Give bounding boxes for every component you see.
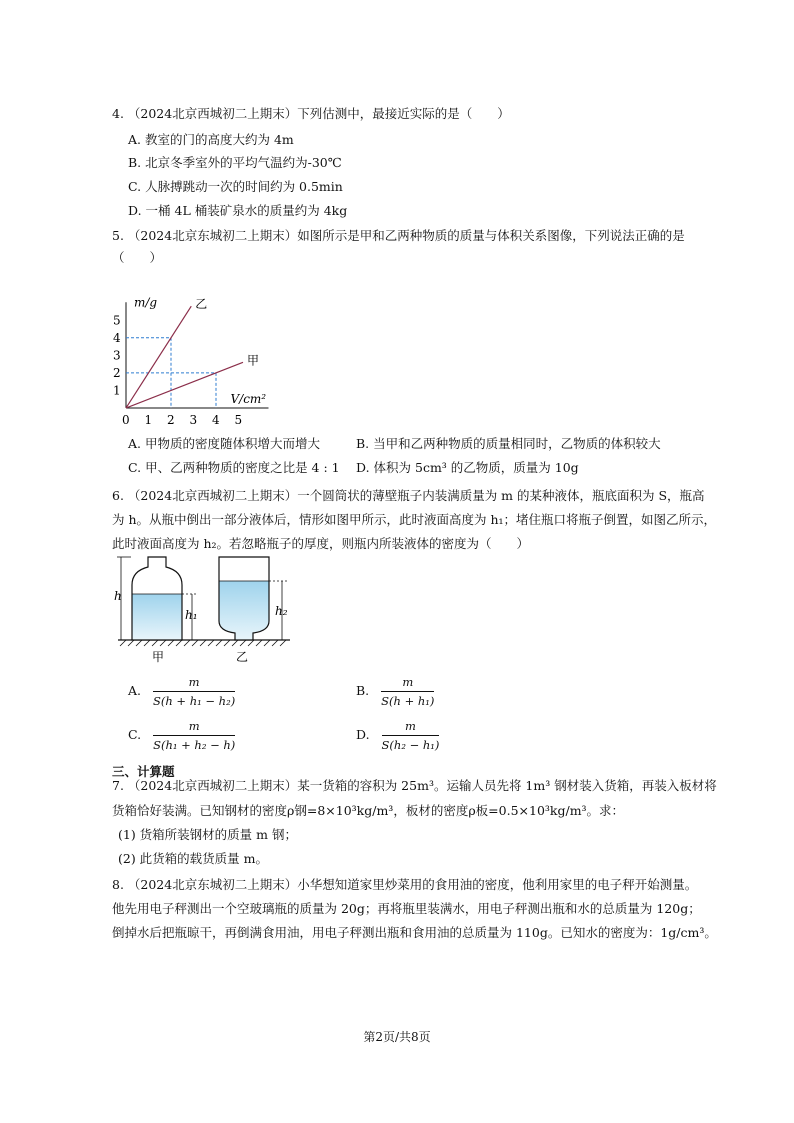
q6-bottle-figure (112, 555, 312, 667)
q7-sub-question-1: (1) 货箱所装钢材的质量 m 钢； (118, 827, 297, 842)
x-tick-label: 1 (144, 413, 153, 427)
series-line-jia (126, 362, 243, 408)
q6-option-d-denominator: S(h₂ − h₁) (381, 738, 440, 752)
q6-option-d (356, 719, 439, 752)
q6-option-b-fraction (381, 675, 434, 708)
q6-option-d-fraction (382, 719, 440, 752)
q6-option-a (128, 675, 235, 708)
y-tick-label: 4 (113, 330, 121, 345)
x-tick-label: 5 (234, 413, 243, 427)
y-tick-label: 3 (113, 348, 121, 363)
series-line-yi (126, 306, 191, 408)
q4-option-c: C. 人脉搏跳动一次的时间约为 0.5min (128, 179, 343, 194)
label-h1: h₁ (185, 608, 198, 622)
q5-option-a: A. 甲物质的密度随体积增大而增大 (128, 436, 320, 451)
q6-option-b-numerator: m (381, 675, 434, 692)
q6-option-a-numerator: m (153, 675, 235, 692)
q6-stem-line3: 此时液面高度为 h₂。若忽略瓶子的厚度，则瓶内所装液体的密度为（ ） (112, 536, 530, 551)
q6-stem-line1: 6. （2024北京西城初二上期末）一个圆筒状的薄壁瓶子内装满质量为 m 的某种液体，瓶底面积为 S，瓶高 (112, 488, 705, 503)
q5-option-d: D. 体积为 5cm³ 的乙物质，质量为 10g (356, 460, 579, 475)
q6-option-c-numerator: m (153, 719, 235, 736)
label-h: h (114, 589, 122, 603)
bottle-jia-liquid (132, 594, 182, 640)
series-label: 甲 (247, 353, 260, 368)
q6-option-c-denominator: S(h₁ + h₂ − h) (153, 738, 236, 752)
q6-option-b (356, 675, 434, 708)
x-axis-label: V/cm² (230, 392, 267, 406)
y-tick-label: 1 (113, 383, 121, 398)
label-h2: h₂ (275, 604, 288, 618)
q6-stem-line2: 为 h。从瓶中倒出一部分液体后，情形如图甲所示，此时液面高度为 h₁；堵住瓶口将瓶子倒置，如图乙所示， (112, 512, 717, 527)
ground-hatch (120, 640, 286, 646)
x-tick-label: 4 (212, 413, 220, 427)
q5-option-c: C. 甲、乙两种物质的密度之比是 4 : 1 (128, 460, 340, 475)
q6-option-c-letter: C. (128, 727, 142, 742)
q6-option-d-numerator: m (382, 719, 440, 736)
label-jia: 甲 (152, 650, 165, 664)
q6-option-c-fraction (153, 719, 235, 752)
section-heading-calculation: 三、计算题 (112, 764, 175, 779)
q7-stem-line2: 货箱恰好装满。已知钢材的密度ρ钢=8×10³kg/m³，板材的密度ρ板=0.5×10³kg/m³。求： (112, 803, 625, 818)
q5-stem-bracket: （ ） (112, 250, 163, 265)
q4-option-b: B. 北京冬季室外的平均气温约为-30℃ (128, 155, 342, 170)
label-yi: 乙 (236, 650, 249, 664)
series-label: 乙 (195, 297, 208, 312)
q4-option-a: A. 教室的门的高度大约为 4m (128, 132, 294, 147)
q8-stem-line2: 他先用电子秤测出一个空玻璃瓶的质量为 20g；再将瓶里装满水，用电子秤测出瓶和水的总质量为 120g； (112, 901, 701, 916)
q8-stem-line1: 8. （2024北京东城初二上期末）小华想知道家里炒菜用的食用油的密度，他利用家里的电子秤开始测量。 (112, 877, 698, 892)
q6-option-b-denominator: S(h + h₁) (381, 694, 435, 708)
q6-option-d-letter: D. (356, 727, 370, 742)
q8-stem-line3: 倒掉水后把瓶晾干，再倒满食用油，用电子秤测出瓶和食用油的总质量为 110g。已知水的密度为：1g/cm³。 (112, 925, 717, 940)
q6-option-a-denominator: S(h + h₁ − h₂) (153, 694, 236, 708)
x-tick-label: 3 (189, 413, 198, 427)
q6-option-a-fraction (153, 675, 235, 708)
y-tick-label: 5 (113, 313, 121, 328)
y-axis-label: m/g (134, 295, 158, 310)
q6-option-a-letter: A. (128, 683, 142, 698)
q7-sub-question-2: (2) 此货箱的载货质量 m。 (118, 851, 269, 866)
x-tick-label: 2 (167, 413, 175, 427)
page-number: 第2页/共8页 (363, 1030, 431, 1044)
q4-stem: 4. （2024北京西城初二上期末）下列估测中，最接近实际的是（ ） (112, 106, 510, 121)
q6-option-b-letter: B. (356, 683, 370, 698)
q5-mass-volume-chart (108, 272, 308, 432)
x-tick-label: 0 (122, 413, 130, 427)
q7-stem-line1: 7. （2024北京西城初二上期末）某一货箱的容积为 25m³。运输人员先将 1m³ 钢材装入货箱，再装入板材将 (112, 778, 717, 793)
y-tick-label: 2 (113, 365, 121, 380)
q5-option-b: B. 当甲和乙两种物质的质量相同时，乙物质的体积较大 (356, 436, 661, 451)
q4-option-d: D. 一桶 4L 桶装矿泉水的质量约为 4kg (128, 203, 348, 218)
q6-option-c (128, 719, 235, 752)
q5-stem: 5. （2024北京东城初二上期末）如图所示是甲和乙两种物质的质量与体积关系图像，下列说法正确的是 (112, 228, 685, 243)
